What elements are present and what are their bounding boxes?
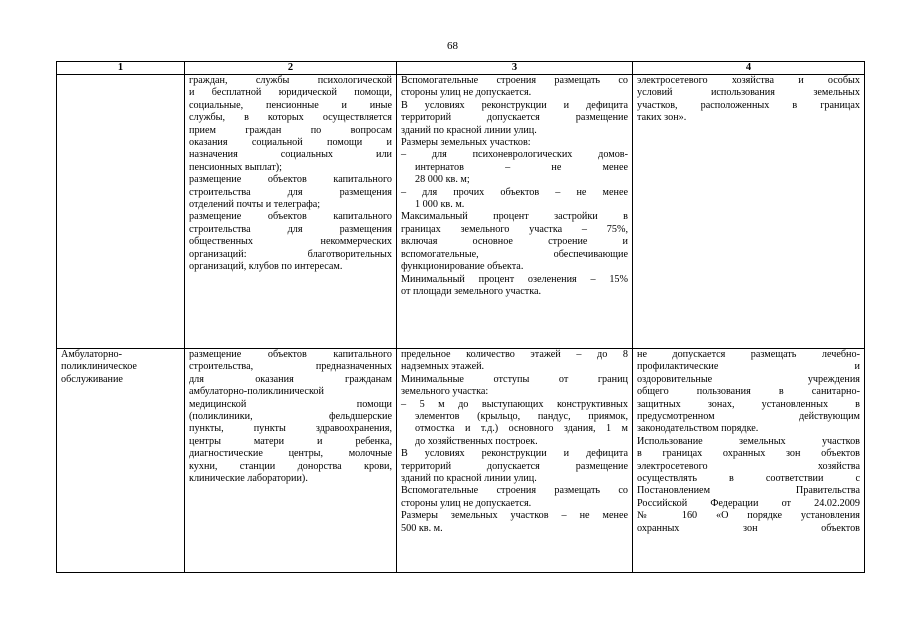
cell-line: оказания социальной помощи и: [189, 137, 392, 149]
cell-line: защитных зонах, установленных в: [637, 398, 860, 410]
cell-line: охранных зон объектов: [637, 522, 860, 534]
header-row: [57, 62, 865, 75]
row2-col3: [397, 349, 633, 573]
cell-line: до хозяйственных построек.: [415, 435, 538, 447]
cell-line: клинические лаборатории).: [189, 473, 308, 485]
cell-line: предусмотренном действующим: [637, 411, 860, 423]
cell-line: – для психоневрологических домов-: [401, 149, 628, 161]
cell-line: (поликлиники, фельдшерские: [189, 411, 392, 423]
cell-line: 28 000 кв. м;: [415, 174, 470, 186]
cell-line: осуществлять в соответствии с: [637, 473, 860, 485]
cell-line: оздоровительные учреждения: [637, 373, 860, 385]
cell-line: территорий допускается размещение: [401, 460, 628, 472]
cell-line: размещение объектов капитального: [189, 211, 392, 223]
cell-line: в границах охранных зон объектов: [637, 448, 860, 460]
header-col-2: 2: [185, 62, 397, 75]
cell-line: электросетевого хозяйства и особых: [637, 75, 860, 86]
cell-line: В условиях реконструкции и дефицита: [401, 448, 628, 460]
row2-col4: [633, 349, 865, 573]
cell-line: профилактические и: [637, 361, 860, 373]
cell-line: общественных некоммерческих: [189, 236, 392, 248]
cell-line: – 5 м до выступающих конструктивных: [401, 398, 628, 410]
cell-line: службы, в которых осуществляется: [189, 112, 392, 124]
header-col-1: 1: [57, 62, 185, 75]
cell-line: территорий допускается размещение: [401, 112, 628, 124]
row1-col3: [397, 75, 633, 349]
cell-line: 1 000 кв. м.: [415, 199, 465, 211]
cell-line: граждан, службы психологической: [189, 75, 392, 86]
cell-line: элементов (крыльцо, пандус, приямок,: [415, 411, 628, 423]
cell-line: организаций: благотворительных: [189, 248, 392, 260]
cell-line: обслуживание: [61, 373, 123, 385]
cell-line: Размеры земельных участков:: [401, 137, 531, 149]
cell-line: медицинской помощи: [189, 398, 392, 410]
cell-line: строительства для размещения: [189, 186, 392, 198]
cell-line: Минимальный процент озеленения – 15%: [401, 273, 628, 285]
cell-line: прием граждан по вопросам: [189, 124, 392, 136]
cell-line: Вспомогательные строения размещать со: [401, 485, 628, 497]
cell-line: стороны улиц не допускается.: [401, 497, 532, 509]
cell-line: амбулаторно-поликлинической: [189, 386, 324, 398]
cell-line: Использование земельных участков: [637, 435, 860, 447]
cell-line: участков, расположенных в границах: [637, 99, 860, 111]
row1-col4: [633, 75, 865, 349]
cell-line: предельное количество этажей – до 8: [401, 349, 628, 360]
cell-line: интернатов – не менее: [415, 161, 628, 173]
cell-line: размещение объектов капитального: [189, 174, 392, 186]
cell-line: диагностические центры, молочные: [189, 448, 392, 460]
cell-line: Постановлением Правительства: [637, 485, 860, 497]
cell-line: отделений почты и телеграфа;: [189, 199, 321, 211]
cell-line: стороны улиц не допускается.: [401, 87, 532, 99]
row1-col2: [185, 75, 397, 349]
cell-line: организаций, клубов по интересам.: [189, 261, 343, 273]
cell-line: Размеры земельных участков – не менее: [401, 510, 628, 522]
cell-line: таких зон».: [637, 112, 687, 124]
cell-line: условий использования земельных: [637, 87, 860, 99]
cell-line: Амбулаторно-: [61, 349, 123, 360]
cell-line: электросетевого хозяйства: [637, 460, 860, 472]
cell-line: пункты, пункты здравоохранения,: [189, 423, 392, 435]
cell-line: общего пользования в санитарно-: [637, 386, 860, 398]
cell-line: назначения социальных или: [189, 149, 392, 161]
cell-line: Максимальный процент застройки в: [401, 211, 628, 223]
cell-line: зданий по красной линии улиц.: [401, 124, 537, 136]
cell-line: функционирование объекта.: [401, 261, 524, 273]
cell-line: от площади земельного участка.: [401, 285, 542, 297]
cell-line: зданий по красной линии улиц.: [401, 473, 537, 485]
cell-line: Вспомогательные строения размещать со: [401, 75, 628, 86]
cell-line: – для прочих объектов – не менее: [401, 186, 628, 198]
cell-line: земельного участка:: [401, 386, 489, 398]
header-col-4: 4: [633, 62, 865, 75]
cell-line: центры матери и ребенка,: [189, 435, 392, 447]
cell-line: Минимальные отступы от границ: [401, 373, 628, 385]
row1-col1: [57, 75, 185, 349]
cell-line: законодательством порядке.: [637, 423, 759, 435]
cell-line: № 160 «О порядке установления: [637, 510, 860, 522]
table-row: [57, 349, 865, 573]
regulations-table: [56, 61, 865, 573]
cell-line: вспомогательные, обеспечивающие: [401, 248, 628, 260]
cell-line: кухни, станции донорства крови,: [189, 460, 392, 472]
cell-line: В условиях реконструкции и дефицита: [401, 99, 628, 111]
cell-line: для оказания гражданам: [189, 373, 392, 385]
cell-line: пенсионных выплат);: [189, 161, 283, 173]
cell-line: отмостка и т.д.) основного здания, 1 м: [415, 423, 628, 435]
cell-line: поликлиническое: [61, 361, 137, 373]
header-col-3: 3: [397, 62, 633, 75]
cell-line: и бесплатной юридической помощи,: [189, 87, 392, 99]
cell-line: надземных этажей.: [401, 361, 485, 373]
page-number: 68: [447, 40, 458, 52]
cell-line: границах земельного участка – 75%,: [401, 223, 628, 235]
cell-line: строительства, предназначенных: [189, 361, 392, 373]
cell-line: Российской Федерации от 24.02.2009: [637, 497, 860, 509]
cell-line: 500 кв. м.: [401, 522, 443, 534]
table-row: [57, 75, 865, 349]
cell-line: включая основное строение и: [401, 236, 628, 248]
cell-line: не допускается размещать лечебно-: [637, 349, 860, 360]
cell-line: строительства для размещения: [189, 223, 392, 235]
row2-col2: [185, 349, 397, 573]
cell-line: размещение объектов капитального: [189, 349, 392, 360]
row2-col1: [57, 349, 185, 573]
cell-line: социальные, пенсионные и иные: [189, 99, 392, 111]
